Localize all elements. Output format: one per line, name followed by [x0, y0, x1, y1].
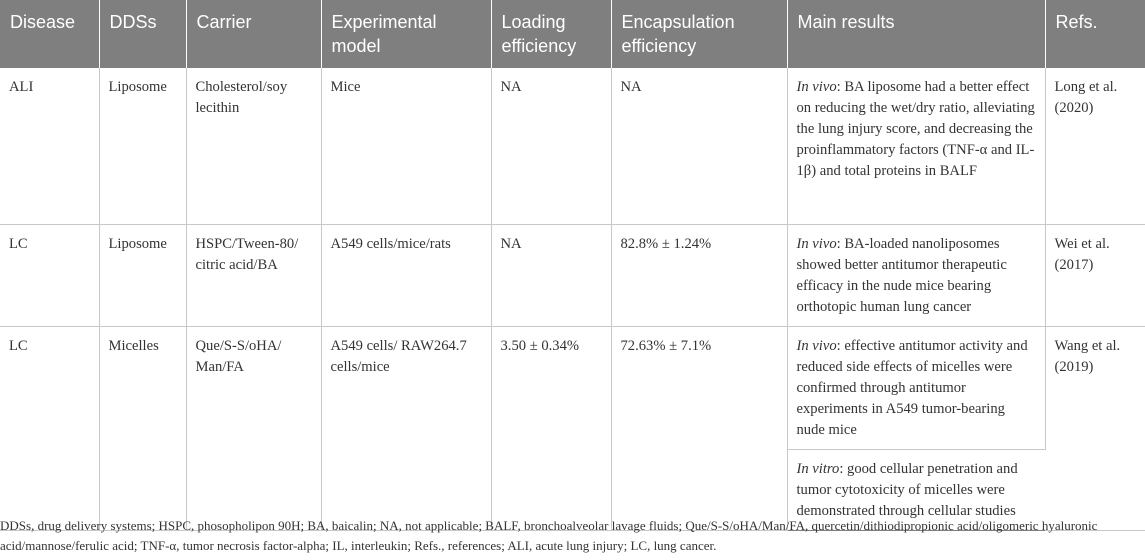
cell-encapsulation-efficiency: 72.63% ± 7.1% [611, 326, 787, 530]
header-refs: Refs. [1045, 0, 1145, 68]
header-main-results: Main results [787, 0, 1045, 68]
cell-main-results [787, 224, 1045, 326]
cell-main-results [787, 326, 1045, 449]
result-text: : effective antitumor activity and reduced side effects of micelles were confirmed through antitumor experiments in A549 tumor-bearing nude mice [796, 337, 1028, 438]
result-text: : BA liposome had a better effect on reducing the wet/dry ratio, alleviating the lung injury score, and decreasing the proinflammatory factors (TNF-α and IL-1β) and total proteins in BALF [796, 79, 1035, 179]
cell-refs: Wang et al. (2019) [1045, 326, 1145, 530]
header-encapsulation-efficiency: Encapsulation efficiency [611, 0, 787, 68]
table-footnote: DDSs, drug delivery systems; HSPC, phosopholipon 90H; BA, baicalin; NA, not applicable; BALF, bronchoalveolar lavage fluids; Que/S-S/oHA/Man/FA, quercetin/dithiodipropionic acid/oligomeric hyaluronic acid/mannose/ferulic acid; TNF-α, tumor necrosis factor-alpha; IL, interleukin; Refs., references; ALI, acute lung injury; LC, lung cancer. [0, 518, 1098, 553]
header-experimental-model: Experimental model [321, 0, 491, 68]
study-setting-label: In vivo [796, 337, 837, 354]
header-ddss: DDSs [99, 0, 186, 68]
table-row [0, 224, 1145, 326]
cell-ddss: Liposome [99, 224, 186, 326]
header-carrier: Carrier [186, 0, 321, 68]
cell-disease: ALI [0, 68, 99, 224]
cell-main-results [787, 68, 1045, 224]
cell-encapsulation-efficiency: NA [611, 68, 787, 224]
cell-experimental-model: Mice [321, 68, 491, 224]
cell-disease: LC [0, 224, 99, 326]
cell-loading-efficiency: 3.50 ± 0.34% [491, 326, 611, 530]
result-text: : BA-loaded nanoliposomes showed better antitumor therapeutic efficacy in the nude mice bearing orthotopic human lung cancer [796, 235, 1007, 315]
cell-carrier: Que/S-S/oHA/ Man/FA [186, 326, 321, 530]
study-setting-label: In vitro [796, 460, 840, 477]
study-setting-label: In vivo [796, 235, 837, 252]
result-text: : good cellular penetration and tumor cytotoxicity of micelles were demonstrated through cellular studies [796, 460, 1018, 519]
study-setting-label: In vivo [796, 79, 837, 95]
cell-experimental-model: A549 cells/ RAW264.7 cells/mice [321, 326, 491, 530]
table-row [0, 326, 1145, 449]
header-row [0, 0, 1145, 68]
cell-refs: Wei et al. (2017) [1045, 224, 1145, 326]
cell-carrier: HSPC/Tween-80/ citric acid/BA [186, 224, 321, 326]
cell-ddss: Micelles [99, 326, 186, 530]
cell-refs: Long et al. (2020) [1045, 68, 1145, 224]
header-loading-efficiency: Loading efficiency [491, 0, 611, 68]
cell-experimental-model: A549 cells/mice/rats [321, 224, 491, 326]
table-row [0, 68, 1145, 224]
cell-carrier: Cholesterol/soy lecithin [186, 68, 321, 224]
cell-loading-efficiency: NA [491, 68, 611, 224]
cell-ddss: Liposome [99, 68, 186, 224]
header-disease: Disease [0, 0, 99, 68]
cell-disease: LC [0, 326, 99, 530]
cell-loading-efficiency: NA [491, 224, 611, 326]
cell-encapsulation-efficiency: 82.8% ± 1.24% [611, 224, 787, 326]
